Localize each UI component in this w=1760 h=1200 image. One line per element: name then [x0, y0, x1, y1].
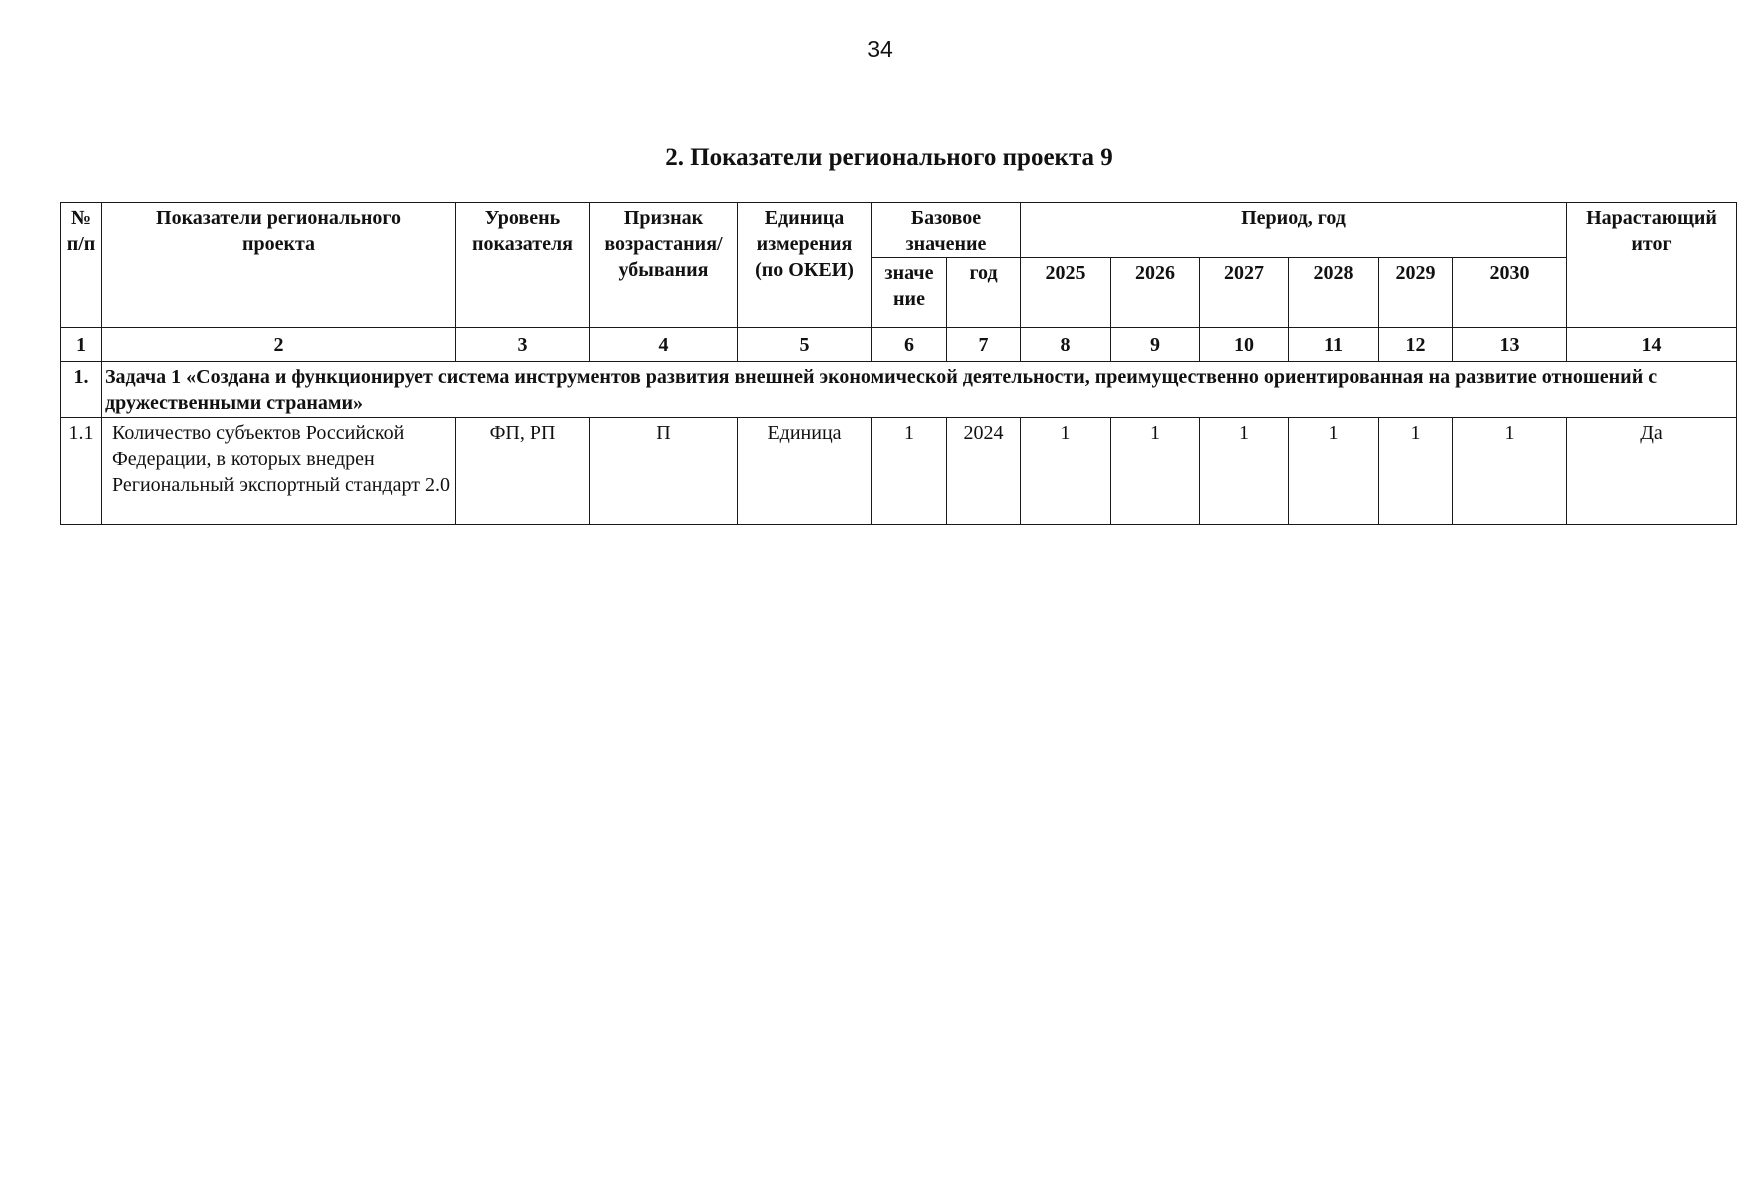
- column-number: 10: [1200, 328, 1289, 362]
- task-number: 1.: [61, 362, 102, 418]
- header-cumulative: Нарастающий итог: [1567, 203, 1737, 328]
- row-number: 1.1: [61, 418, 102, 525]
- indicator-level: ФП, РП: [456, 418, 590, 525]
- task-row: [61, 362, 1737, 418]
- header-sign: Признак возрастания/ убывания: [590, 203, 738, 328]
- header-base-year: год: [947, 258, 1021, 328]
- base-value: 1: [872, 418, 947, 525]
- header-period: Период, год: [1021, 203, 1567, 258]
- column-number: 4: [590, 328, 738, 362]
- header-base-value: значе ние: [872, 258, 947, 328]
- header-num: № п/п: [61, 203, 102, 328]
- header-year: 2028: [1289, 258, 1379, 328]
- column-number: 9: [1111, 328, 1200, 362]
- indicator-unit: Единица: [738, 418, 872, 525]
- column-number: 13: [1453, 328, 1567, 362]
- column-number: 8: [1021, 328, 1111, 362]
- table-row: [61, 418, 1737, 525]
- header-base: Базовое значение: [872, 203, 1021, 258]
- page-number: 34: [867, 36, 893, 62]
- column-number: 7: [947, 328, 1021, 362]
- header-row-top: [61, 203, 1737, 258]
- indicator-name: Количество субъектов Российской Федерации, в которых внедрен Региональный экспортный стандарт 2.0: [102, 418, 456, 525]
- header-unit: Единица измерения (по ОКЕИ): [738, 203, 872, 328]
- column-number: 1: [61, 328, 102, 362]
- year-value: 1: [1379, 418, 1453, 525]
- section-title: 2. Показатели регионального проекта 9: [665, 144, 1113, 171]
- header-year: 2027: [1200, 258, 1289, 328]
- header-level: Уровень показателя: [456, 203, 590, 328]
- header-indicator: Показатели регионального проекта: [102, 203, 456, 328]
- column-number: 3: [456, 328, 590, 362]
- indicator-sign: П: [590, 418, 738, 525]
- year-value: 1: [1289, 418, 1379, 525]
- year-value: 1: [1453, 418, 1567, 525]
- column-number: 2: [102, 328, 456, 362]
- year-value: 1: [1021, 418, 1111, 525]
- header-year: 2025: [1021, 258, 1111, 328]
- header-year: 2026: [1111, 258, 1200, 328]
- column-number: 5: [738, 328, 872, 362]
- column-number: 12: [1379, 328, 1453, 362]
- column-number-row: [61, 328, 1737, 362]
- header-year: 2029: [1379, 258, 1453, 328]
- task-text: Задача 1 «Создана и функционирует система инструментов развития внешней экономической деятельности, преимущественно ориентированная на развитие отношений с дружественными странами»: [102, 362, 1737, 418]
- indicators-table: [60, 202, 1737, 525]
- year-value: 1: [1200, 418, 1289, 525]
- cumulative-value: Да: [1567, 418, 1737, 525]
- base-year: 2024: [947, 418, 1021, 525]
- column-number: 11: [1289, 328, 1379, 362]
- column-number: 14: [1567, 328, 1737, 362]
- year-value: 1: [1111, 418, 1200, 525]
- header-year: 2030: [1453, 258, 1567, 328]
- column-number: 6: [872, 328, 947, 362]
